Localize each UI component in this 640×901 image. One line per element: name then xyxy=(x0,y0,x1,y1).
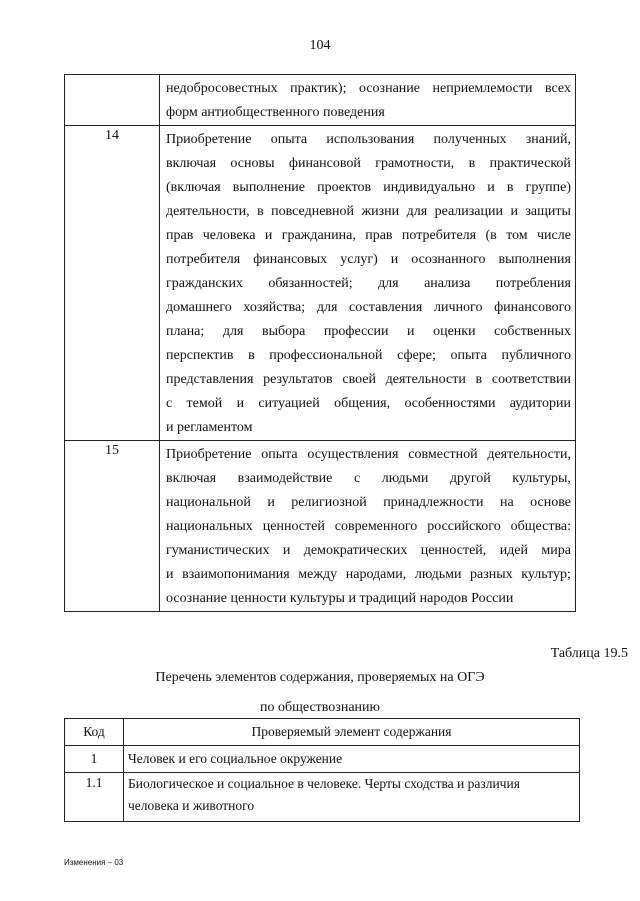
text-line: национальной и религиозной принадлежности на основе xyxy=(166,495,571,510)
text-line: гражданских обязанностей; для анализа потребления xyxy=(166,276,571,291)
text-line: включая основы финансовой грамотности, в практической xyxy=(166,156,571,171)
text-line: Биологическое и социальное в человеке. Черты сходства и различия xyxy=(128,776,520,791)
row-text xyxy=(160,441,576,612)
content-elements-table xyxy=(64,718,580,822)
element-text: Человек и его социальное окружение xyxy=(124,746,580,773)
text-line: и взаимопонимания между народами, людьми разных культур; xyxy=(166,567,571,582)
text-line: представления результатов своей деятельности в соответствии xyxy=(166,372,571,387)
text-line: форм антиобщественного поведения xyxy=(166,105,385,120)
element-code: 1 xyxy=(65,746,124,773)
text-line: Приобретение опыта использования полученных знаний, xyxy=(166,132,571,147)
text-line: и регламентом xyxy=(166,420,253,435)
text-line: потребителя финансовых услуг) и осознанного выполнения xyxy=(166,252,571,267)
text-line: с темой и ситуацией общения, особенностями аудитории xyxy=(166,396,571,411)
table-header-row xyxy=(65,719,580,746)
text-line: прав человека и гражданина, прав потребителя (в том числе xyxy=(166,228,571,243)
competencies-table xyxy=(64,74,576,612)
text-line: национальных ценностей современного российского общества: xyxy=(166,519,571,534)
text-line: гуманистических и демократических ценностей, идей мира xyxy=(166,543,571,558)
table-caption: Таблица 19.5 xyxy=(550,646,628,661)
row-text xyxy=(160,126,576,441)
text-line: осознание ценности культуры и традиций народов России xyxy=(166,591,514,606)
row-number xyxy=(65,75,160,126)
element-code: 1.1 xyxy=(65,773,124,822)
column-header-code: Код xyxy=(65,719,124,746)
table-subtitle: по обществознанию xyxy=(260,700,380,715)
table-row xyxy=(65,126,576,441)
element-text xyxy=(124,773,580,822)
page-number: 104 xyxy=(309,38,331,53)
column-header-element: Проверяемый элемент содержания xyxy=(124,719,580,746)
text-line: (включая выполнение проектов индивидуально и в группе) xyxy=(166,180,571,195)
text-line: Приобретение опыта осуществления совместной деятельности, xyxy=(166,447,571,462)
table-row xyxy=(65,75,576,126)
row-number: 14 xyxy=(65,126,160,441)
text-line: перспектив в профессиональной сфере; опыта публичного xyxy=(166,348,571,363)
text-line: плана; для выбора профессии и оценки собственных xyxy=(166,324,571,339)
row-number: 15 xyxy=(65,441,160,612)
table-row xyxy=(65,746,580,773)
table-row xyxy=(65,441,576,612)
row-text xyxy=(160,75,576,126)
text-line: человека и животного xyxy=(128,798,255,813)
text-line: недобросовестных практик); осознание неприемлемости всех xyxy=(166,81,571,96)
text-line: деятельности, в повседневной жизни для реализации и защиты xyxy=(166,204,571,219)
footer-note: Изменения – 03 xyxy=(64,858,124,867)
text-line: включая взаимодействие с людьми другой культуры, xyxy=(166,471,571,486)
table-row xyxy=(65,773,580,822)
text-line: домашнего хозяйства; для составления личного финансового xyxy=(166,300,571,315)
table-title: Перечень элементов содержания, проверяемых на ОГЭ xyxy=(155,670,485,685)
